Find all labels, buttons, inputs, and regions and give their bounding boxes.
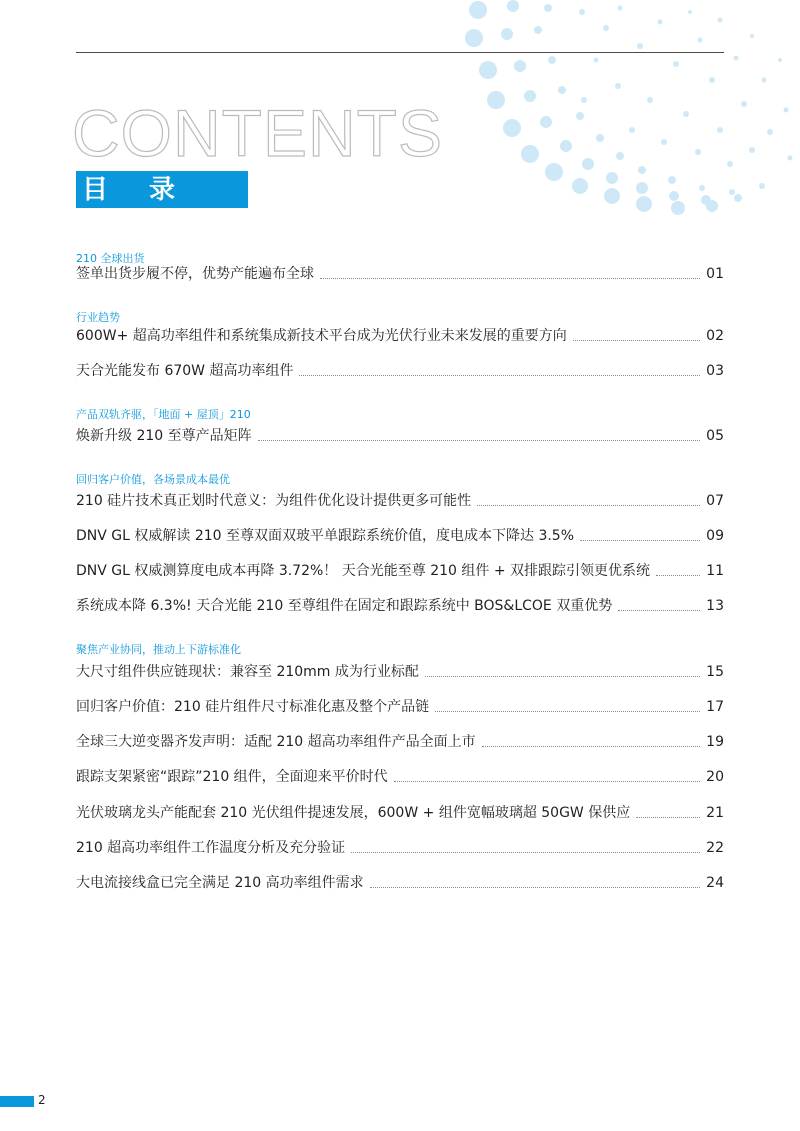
toc-entry-title: 天合光能发布 670W 超高功率组件 xyxy=(76,363,294,379)
section-label: 回归客户价值，各场景成本最优 xyxy=(76,473,230,486)
toc-entry-page: 09 xyxy=(706,528,724,544)
toc-entry[interactable] xyxy=(76,489,724,511)
dot-leader xyxy=(636,817,700,818)
dot-leader xyxy=(425,676,700,677)
toc-entry-page: 24 xyxy=(706,875,724,891)
dot-leader xyxy=(477,505,700,506)
dot-leader xyxy=(656,575,700,576)
toc-entry-page: 13 xyxy=(706,598,724,614)
toc-entry-page: 17 xyxy=(706,699,724,715)
toc-entry-title: DNV GL 权威测算度电成本再降 3.72%！ 天合光能至尊 210 组件 + 双排跟踪引领更优系统 xyxy=(76,563,651,579)
toc-entry-page: 07 xyxy=(706,493,724,509)
toc-entry-page: 22 xyxy=(706,840,724,856)
toc-entry[interactable] xyxy=(76,324,724,346)
toc-entry[interactable] xyxy=(76,836,724,858)
section-label: 行业趋势 xyxy=(76,311,120,324)
toc-entry[interactable] xyxy=(76,871,724,893)
toc-entry-title: 签单出货步履不停，优势产能遍布全球 xyxy=(76,266,314,282)
toc-entry-title: 大尺寸组件供应链现状：兼容至 210mm 成为行业标配 xyxy=(76,664,419,680)
toc-entry[interactable] xyxy=(76,765,724,787)
toc-entry-page: 01 xyxy=(706,266,724,282)
toc-entry-page: 03 xyxy=(706,363,724,379)
dot-leader xyxy=(618,610,700,611)
dot-leader xyxy=(580,540,700,541)
toc-title-cn: 目 录 xyxy=(82,175,192,205)
page-number: 2 xyxy=(38,1093,46,1107)
toc-entry-page: 20 xyxy=(706,769,724,785)
toc-entry[interactable] xyxy=(76,262,724,284)
toc-entry-page: 11 xyxy=(706,563,724,579)
dot-leader xyxy=(299,375,700,376)
dot-leader xyxy=(258,440,700,441)
toc-entry[interactable] xyxy=(76,801,724,823)
toc-entry-page: 19 xyxy=(706,734,724,750)
toc-entry[interactable] xyxy=(76,594,724,616)
toc-entry[interactable] xyxy=(76,424,724,446)
toc-entry-page: 15 xyxy=(706,664,724,680)
toc-entry[interactable] xyxy=(76,359,724,381)
dot-leader xyxy=(320,278,700,279)
toc-entry-title: 600W+ 超高功率组件和系统集成新技术平台成为光伏行业未来发展的重要方向 xyxy=(76,328,567,344)
toc-entry-page: 02 xyxy=(706,328,724,344)
page-number-bar xyxy=(0,1096,34,1107)
toc-entry-title: 210 硅片技术真正划时代意义：为组件优化设计提供更多可能性 xyxy=(76,493,472,509)
dot-leader xyxy=(482,746,700,747)
toc-entry-title: 回归客户价值：210 硅片组件尺寸标准化惠及整个产品链 xyxy=(76,699,430,715)
dot-leader xyxy=(573,340,700,341)
dot-leader xyxy=(394,781,700,782)
toc-entry[interactable] xyxy=(76,695,724,717)
dot-leader xyxy=(435,711,700,712)
toc-entry-title: 焕新升级 210 至尊产品矩阵 xyxy=(76,428,252,444)
toc-entry-title: 系统成本降 6.3%! 天合光能 210 至尊组件在固定和跟踪系统中 BOS&LCOE 双重优势 xyxy=(76,598,613,614)
dot-leader xyxy=(351,852,700,853)
toc-entry-title: 大电流接线盒已完全满足 210 高功率组件需求 xyxy=(76,875,364,891)
section-label: 210 全球出货 xyxy=(76,252,145,265)
toc-entry-title: 210 超高功率组件工作温度分析及充分验证 xyxy=(76,840,346,856)
toc-entry-page: 21 xyxy=(706,805,724,821)
section-label: 聚焦产业协同，推动上下游标准化 xyxy=(76,643,241,656)
toc-entry-title: 全球三大逆变器齐发声明：适配 210 超高功率组件产品全面上市 xyxy=(76,734,476,750)
header-rule xyxy=(76,52,724,53)
toc-entry-title: 光伏玻璃龙头产能配套 210 光伏组件提速发展，600W + 组件宽幅玻璃超 50GW 保供应 xyxy=(76,805,631,821)
toc-entry[interactable] xyxy=(76,524,724,546)
toc-entry-title: 跟踪支架紧密“跟踪”210 组件，全面迎来平价时代 xyxy=(76,769,388,785)
dot-leader xyxy=(370,887,700,888)
toc-entry-title: DNV GL 权威解读 210 至尊双面双玻平单跟踪系统价值，度电成本下降达 3.5% xyxy=(76,528,575,544)
section-label: 产品双轨齐驱，「地面 + 屋顶」210 xyxy=(76,408,251,421)
toc-entry[interactable] xyxy=(76,660,724,682)
contents-heading: CONTENTS xyxy=(72,96,443,170)
toc-entry[interactable] xyxy=(76,730,724,752)
toc-entry[interactable] xyxy=(76,559,724,581)
toc-entry-page: 05 xyxy=(706,428,724,444)
